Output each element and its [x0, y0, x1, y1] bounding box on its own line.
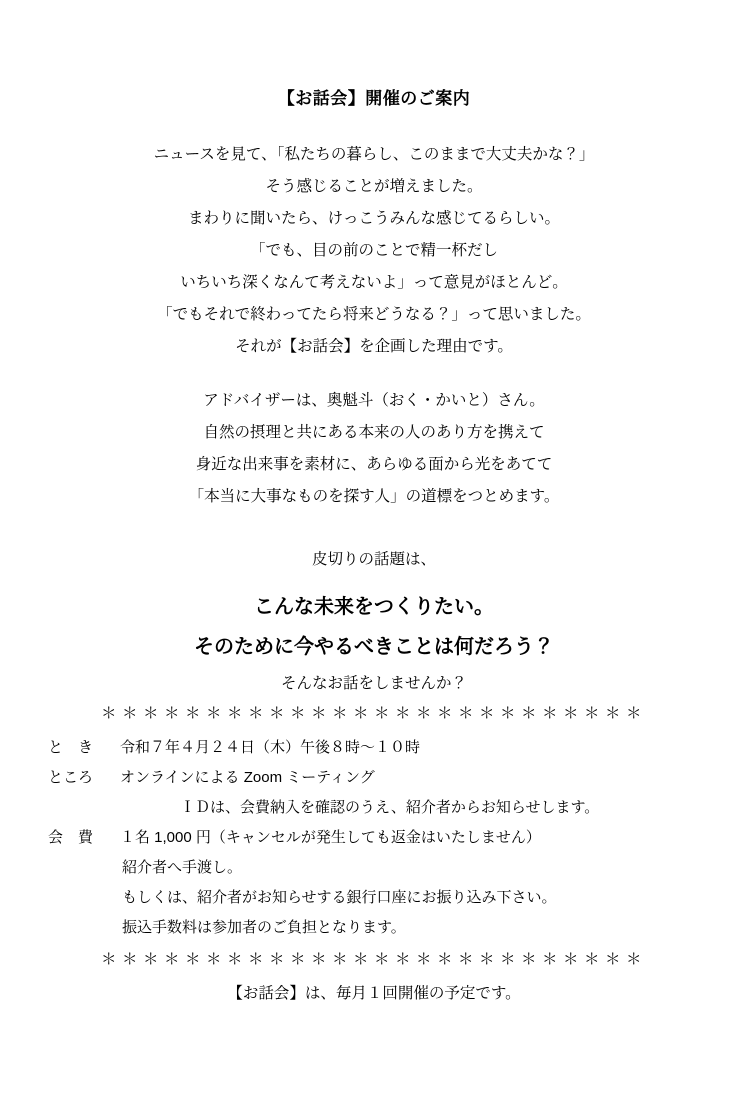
topic-headline-1: こんな未来をつくりたい。: [254, 596, 494, 618]
detail-label: と き: [48, 739, 94, 756]
divider-bottom: ＊＊＊＊＊＊＊＊＊＊＊＊＊＊＊＊＊＊＊＊＊＊＊＊＊＊: [100, 951, 647, 968]
spacer: [40, 363, 708, 385]
spacer: [40, 513, 708, 543]
spacer: [40, 109, 708, 139]
page-title: 【お話会】開催のご案内: [277, 89, 471, 108]
closing-note: 【お話会】は、毎月１回開催の予定です。: [227, 985, 521, 1002]
detail-value: １名 1,000 円（キャンセルが発生しても返金はいたしません）: [120, 829, 541, 846]
adviser-line: 「本当に大事なものを探す人」の道標をつとめます。: [188, 488, 560, 505]
detail-row: [40, 763, 708, 793]
intro-line: そう感じることが増えました。: [265, 178, 483, 195]
adviser-paragraph: [40, 385, 708, 513]
detail-value: ＩＤは、会費納入を確認のうえ、紹介者からお知らせします。: [180, 799, 600, 816]
document-page: [0, 84, 748, 1108]
detail-row: [40, 853, 708, 883]
adviser-line: アドバイザーは、奥魁斗（おく・かいと）さん。: [203, 392, 545, 409]
intro-line: まわりに聞いたら、けっこうみんな感じてるらしい。: [187, 210, 560, 227]
detail-label: ところ: [48, 769, 94, 786]
detail-value: 令和７年４月２４日（木）午後８時～１０時: [120, 739, 421, 756]
topic-headline-2: そのために今やるべきことは何だろう？: [194, 636, 554, 658]
detail-value: 振込手数料は参加者のご負担となります。: [122, 919, 406, 936]
detail-row: [40, 793, 708, 823]
intro-line: ニュースを見て、「私たちの暮らし、このままで大丈夫かな？」: [153, 146, 595, 163]
detail-value: 紹介者へ手渡し。: [122, 859, 243, 876]
spacer: [40, 577, 708, 587]
detail-row: [40, 823, 708, 853]
detail-row: [40, 883, 708, 913]
adviser-line: 身近な出来事を素材に、あらゆる面から光をあてて: [195, 456, 553, 473]
details-list: [40, 733, 708, 943]
intro-line: いちいち深くなんて考えないよ」って意見がほとんど。: [180, 274, 568, 291]
detail-value: もしくは、紹介者がお知らせする銀行口座にお振り込み下さい。: [122, 889, 557, 906]
adviser-line: 自然の摂理と共にある本来の人のあり方を携えて: [203, 424, 545, 441]
topic-invite: そんなお話をしませんか？: [280, 675, 467, 692]
intro-line: 「でもそれで終わってたら将来どうなる？」って思いました。: [157, 306, 591, 323]
divider-top: ＊＊＊＊＊＊＊＊＊＊＊＊＊＊＊＊＊＊＊＊＊＊＊＊＊＊: [100, 705, 647, 722]
topic-lead: 皮切りの話題は、: [311, 551, 436, 568]
intro-line: それが【お話会】を企画した理由です。: [235, 338, 513, 355]
detail-value: オンラインによる Zoom ミーティング: [120, 769, 375, 786]
intro-paragraph: [40, 139, 708, 363]
topic-section: [40, 543, 708, 701]
intro-line: 「でも、目の前のことで精一杯だし: [249, 242, 498, 259]
detail-label: 会 費: [48, 829, 94, 846]
detail-row: [40, 913, 708, 943]
detail-row: [40, 733, 708, 763]
